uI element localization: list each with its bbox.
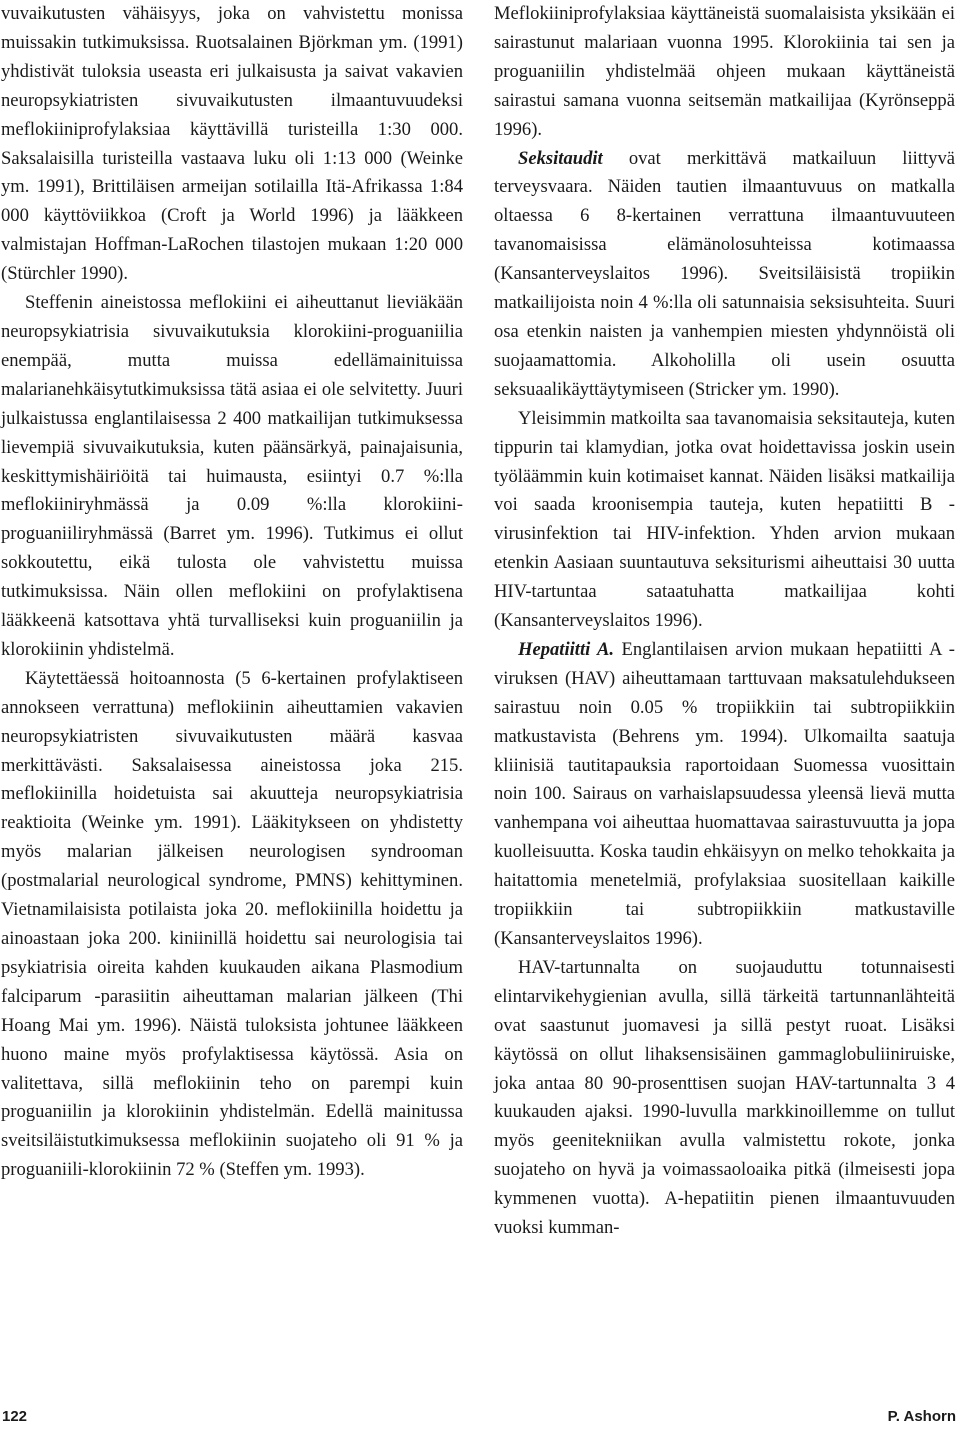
left-column (1, 0, 463, 1185)
paragraph: Käytettäessä hoitoannosta (5 6-kertainen profylaktiseen annokseen verrattuna) meflokiinin aiheuttamien vakavien neuropsykiatristen sivuvaikutusten määrä kasvaa merkittävästi. Saksalaisessa aineistossa joka 215. meflokiinilla hoidetuista sai akuutteja neuropsykiatrisia reaktioita (Weinke ym. 1991). Lääkitykseen on yhdistetty myös malarian jälkeisen neurologisen syndrooman (postmalarial neurological syndrome, PMNS) kehittyminen. Vietnamilaisista potilaista joka 20. meflokiinilla hoidettu ja ainoastaan joka 200. kiniinillä hoidettu sai neurologisia tai psykiatrisia oireita kahden kuukauden aikana Plasmodium falciparum -parasiitin aiheuttaman malarian jälkeen (Thi Hoang Mai ym. 1996). Näistä tuloksista johtunee lääkkeen huono maine myös profylaktisessa käytössä. Asia on valitettava, sillä meflokiinin teho on parempi kuin proguaniilin ja klorokiinin yhdistelmän. Edellä mainitussa sveitsiläistutkimuksessa meflokiinin suojateho oli 91 % ja proguaniili-klorokiinin 72 % (Steffen ym. 1993). (1, 667, 463, 1181)
right-column (494, 0, 955, 1243)
section-lead-seksitaudit: Seksitaudit (518, 147, 603, 169)
paragraph: Meflokiiniprofylaksiaa käyttäneistä suomalaisista yksikään ei sairastunut malariaan vuonna 1995. Klorokiinia tai sen ja proguaniilin yhdistelmää ohjeen mukaan käyttäneistä sairastui samana vuonna seitsemän matkailijaa (Kyrönseppä 1996). (494, 3, 955, 140)
paragraph: HAV-tartunnalta on suojauduttu totunnaisesti elintarvikehygienian avulla, sillä tärkeitä tartunnanlähteitä ovat saastunut juomavesi ja sillä pestyt ruoat. Lisäksi käytössä on ollut lihaksensisäinen gammaglobuliiniruiske, joka antaa 80 90-prosenttisen suojan HAV-tartunnalta 3 4 kuukauden ajaksi. 1990-luvulla markkinoillemme on tullut myös geenitekniikan avulla valmistettu rokote, jonka suojateho on hyvä ja voimassaoloaika pitkä (ilmeisesti jopa kymmenen vuotta). A-hepatiitin pienen ilmaantuvuuden vuoksi kumman- (494, 956, 955, 1239)
paragraph (494, 145, 955, 405)
paragraph-text: Englantilaisen arvion mukaan hepatiitti A -viruksen (HAV) aiheuttamaan tarttuvaan maksatulehdukseen sairastuu noin 0.05 % tropiikkiin tai subtropiikkiin matkustavista (Behrens ym. 1994). Ulkomailta saatuja kliinisiä tautitapauksia raportoidaan Suomessa vuosittain noin 100. Sairaus on varhaislapsuudessa yleensä lievä mutta vanhempana voi aiheuttaa huomattavaa sairastuvuutta ja jopa kuolleisuutta. Koska taudin ehkäisyyn on melko tehokkaita ja haitattomia menetelmiä, profylaksiaa suositellaan kaikille tropiikkiin tai subtropiikkiin matkustaville (Kansanterveyslaitos 1996). (494, 638, 955, 949)
page-number: 122 (2, 1408, 28, 1425)
running-head-author: P. Ashorn (887, 1408, 956, 1425)
paragraph-text: ovat merkittävä matkailuun liittyvä terveysvaara. Näiden tautien ilmaantuvuus on matkalla oltaessa 6 8-kertainen verrattuna ilmaantuvuuteen tavanomaisissa elämänolosuhteissa kotimaassa (Kansanterveyslaitos 1996). Sveitsiläisistä tropiikin matkailijoista noin 4 %:lla oli satunnaisia seksisuhteita. Suuri osa etenkin naisten ja vanhempien miesten yhdynnöistä oli suojaamattomia. Alkoholilla oli usein osuutta seksuaalikäyttäytymiseen (Stricker ym. 1990). (494, 147, 955, 400)
paragraph: Steffenin aineistossa meflokiini ei aiheuttanut lieviäkään neuropsykiatrisia sivuvaikutuksia klorokiini-proguaniilia enempää, mutta muissa edellämainituissa malarianehkäisytutkimuksissa tätä asiaa ei ole selvitetty. Juuri julkaistussa englantilaisessa 2 400 matkailijan tutkimuksessa lievempiä sivuvaikutuksia, kuten päänsärkyä, painajaisunia, keskittymishäiriöitä tai huimausta, esiintyi 0.7 %:lla meflokiiniryhmässä ja 0.09 %:lla klorokiini-proguaniiliryhmässä (Barret ym. 1996). Tutkimus ei ollut sokkoutettu, eikä tulosta ole vahvistettu muissa tutkimuksissa. Näin ollen meflokiini on profylaktisena lääkkeenä katsottava yhtä turvalliseksi kuin proguaniilin ja klorokiinin yhdistelmä. (1, 292, 463, 660)
paragraph: Yleisimmin matkoilta saa tavanomaisia seksitauteja, kuten tippurin tai klamydian, jotka ovat hoidettavissa joskin usein työläämmin kuin kotimaiset kannat. Näiden lisäksi matkailija voi saada kroonisempia tauteja, kuten hepatiitti B -virusinfektion tai HIV-infektion. Yhden arvion mukaan etenkin Aasiaan suuntautuva seksiturismi aiheuttaisi 30 uutta HIV-tartuntaa sataatuhatta matkailijaa kohti (Kansanterveyslaitos 1996). (494, 407, 955, 632)
paragraph (494, 636, 955, 954)
section-lead-hepatiitti-a: Hepatiitti A. (518, 638, 615, 660)
page-footer (0, 1408, 960, 1431)
paragraph: vuvaikutusten vähäisyys, joka on vahvistettu monissa muissakin tutkimuksissa. Ruotsalainen Björkman ym. (1991) yhdistivät tuloksia useasta eri julkaisusta ja saivat vakavien neuropsykiatristen sivuvaikutusten ilmaantuvuudeksi meflokiiniprofylaksiaa käyttävillä turisteilla 1:30 000. Saksalaisilla turisteilla vastaava luku oli 1:13 000 (Weinke ym. 1991), Brittiläisen armeijan sotilailla Itä-Afrikassa 1:84 000 käyttöviikkoa (Croft ja World 1996) ja lääkkeen valmistajan Hoffman-LaRochen tilastojen mukaan 1:20 000 (Stürchler 1990). (1, 3, 463, 285)
